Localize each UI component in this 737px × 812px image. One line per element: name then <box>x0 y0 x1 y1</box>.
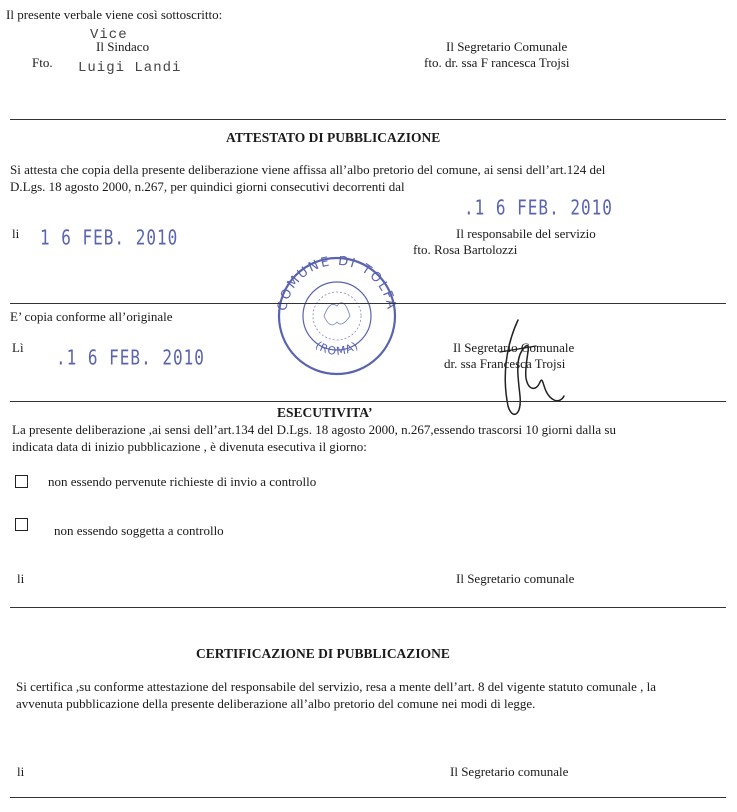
attestato-line-1: Si attesta che copia della presente deliberazione viene affissa all’albo pretorio del comune, ai sensi dell’art.124 del <box>10 162 606 177</box>
divider-2 <box>10 303 726 304</box>
date-stamp-2: 1 6 FEB. 2010 <box>40 225 179 250</box>
segretario-title-copia: Il Segretario Comunale <box>453 340 575 355</box>
certificazione-line-2: avvenuta pubblicazione della presente deliberazione all’albo pretorio del comune nei modi di legge. <box>16 696 536 711</box>
seal-bottom-text: (ROMA) <box>312 338 362 359</box>
svg-text:(ROMA) <box>313 339 361 358</box>
divider-5 <box>10 797 726 798</box>
divider-3 <box>10 401 726 402</box>
seal-top-text: COMUNE DI TOLFA <box>275 256 399 313</box>
divider-1 <box>10 119 726 120</box>
responsabile-name: fto. Rosa Bartolozzi <box>413 242 518 257</box>
segretario-esecutivita: Il Segretario comunale <box>456 571 575 586</box>
option-2-label: non essendo soggetta a controllo <box>54 523 224 538</box>
segretario-name-copia: dr. ssa Francesca Trojsi <box>444 356 566 371</box>
esecutivita-heading: ESECUTIVITA’ <box>277 405 373 420</box>
handwritten-signature <box>496 316 566 426</box>
li-label-2: Lì <box>12 340 24 355</box>
certificazione-line-1: Si certifica ,su conforme attestazione del responsabile del servizio, resa a mente dell’art. 8 del vigente statuto comunale , la <box>16 679 657 694</box>
attestato-heading: ATTESTATO DI PUBBLICAZIONE <box>226 130 441 145</box>
vice-typed: Vice <box>90 27 128 43</box>
li-label-1: li <box>12 226 20 241</box>
comune-seal-stamp <box>272 256 402 376</box>
esecutivita-line-2: indicata data di inizio pubblicazione , è divenuta esecutiva il giorno: <box>12 439 367 454</box>
fto-label: Fto. <box>32 55 53 70</box>
attestato-line-2: D.Lgs. 18 agosto 2000, n.267, per quindici giorni consecutivi decorrenti dal <box>10 179 405 194</box>
segretario-name-top: fto. dr. ssa F rancesca Trojsi <box>424 55 570 70</box>
copia-conforme-text: E’ copia conforme all’originale <box>10 309 173 324</box>
esecutivita-line-1: La presente deliberazione ,ai sensi dell’art.134 del D.Lgs. 18 agosto 2000, n.267,essendo trascorsi 10 giorni dalla su <box>12 422 616 437</box>
date-stamp-1: .1 6 FEB. 2010 <box>464 195 613 220</box>
option-1-label: non essendo pervenute richieste di invio a controllo <box>48 474 317 489</box>
certificazione-heading: CERTIFICAZIONE DI PUBBLICAZIONE <box>196 646 450 661</box>
segretario-title-top: Il Segretario Comunale <box>446 39 568 54</box>
responsabile-title: Il responsabile del servizio <box>456 226 596 241</box>
sindaco-name: Luigi Landi <box>78 60 182 76</box>
divider-4 <box>10 607 726 608</box>
sindaco-title: Il Sindaco <box>96 39 150 54</box>
option-2-checkbox[interactable] <box>15 518 28 531</box>
li-label-4: li <box>17 764 25 779</box>
date-stamp-3: .1 6 FEB. 2010 <box>56 345 205 370</box>
intro-text: Il presente verbale viene così sottoscritto: <box>6 7 223 22</box>
li-label-3: li <box>17 571 25 586</box>
segretario-certificazione: Il Segretario comunale <box>450 764 569 779</box>
option-1-checkbox[interactable] <box>15 475 28 488</box>
